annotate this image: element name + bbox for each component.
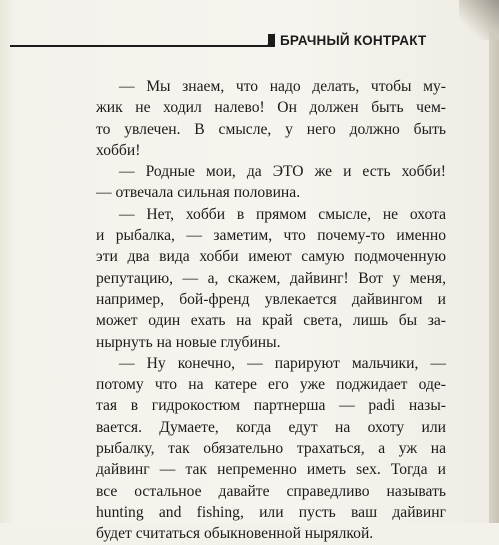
text-line: — отвечала сильная половина. xyxy=(96,184,301,202)
next-page-edge xyxy=(489,0,499,523)
text-line: — Мы знаем, что надо делать, чтобы му- xyxy=(119,78,446,95)
text-line: хобби! xyxy=(96,141,141,159)
text-line: все остальное давайте справедливо называть xyxy=(96,482,446,500)
text-line: например, бой-френд увлекается дайвингом и xyxy=(96,290,446,308)
page-corner-shadow xyxy=(459,0,499,40)
text-line: нырнуть на новые глубины. xyxy=(96,333,281,351)
text-line: может один ехать на край света, лишь бы за- xyxy=(96,312,446,330)
text-line: дайвинг — так непременно иметь sex. Тогда и xyxy=(96,461,446,479)
text-line: и рыбалка, — заметим, что почему-то именно xyxy=(96,227,446,245)
text-line: — Ну конечно, — парируют мальчики, — xyxy=(119,354,446,372)
header-ornament-bar-icon xyxy=(268,34,274,47)
text-line: то увлечен. В смысле, у него должно быть xyxy=(96,120,446,138)
text-line: рыбалку, так обязательно трахаться, а уж на xyxy=(96,440,446,458)
body-text xyxy=(96,76,446,545)
text-line: тая в гидрокостюм партнерша — padi назы- xyxy=(96,397,446,415)
text-line: hunting and fishing, или пусть ваш дайвинг xyxy=(96,503,446,521)
text-line: — Нет, хобби в прямом смысле, не охота xyxy=(119,205,446,223)
text-line: жик не ходил налево! Он должен быть чем- xyxy=(96,99,446,117)
text-line: потому что на катере его уже поджидает оде- xyxy=(96,376,446,394)
text-line: будет считаться обыкновенной нырялкой. xyxy=(96,525,374,543)
text-line: эти два вида хобби имеют самую подмоченную xyxy=(96,248,446,266)
running-header-title: БРАЧНЫЙ КОНТРАКТ xyxy=(280,33,427,48)
text-line: репутацию, — а, скажем, дайвинг! Вот у меня, xyxy=(96,269,446,287)
text-line: вается. Думаете, когда едут на охоту или xyxy=(96,418,446,436)
text-line: — Родные мои, да ЭТО же и есть хобби! xyxy=(119,163,446,181)
running-header xyxy=(10,30,450,54)
header-rule xyxy=(10,45,268,47)
